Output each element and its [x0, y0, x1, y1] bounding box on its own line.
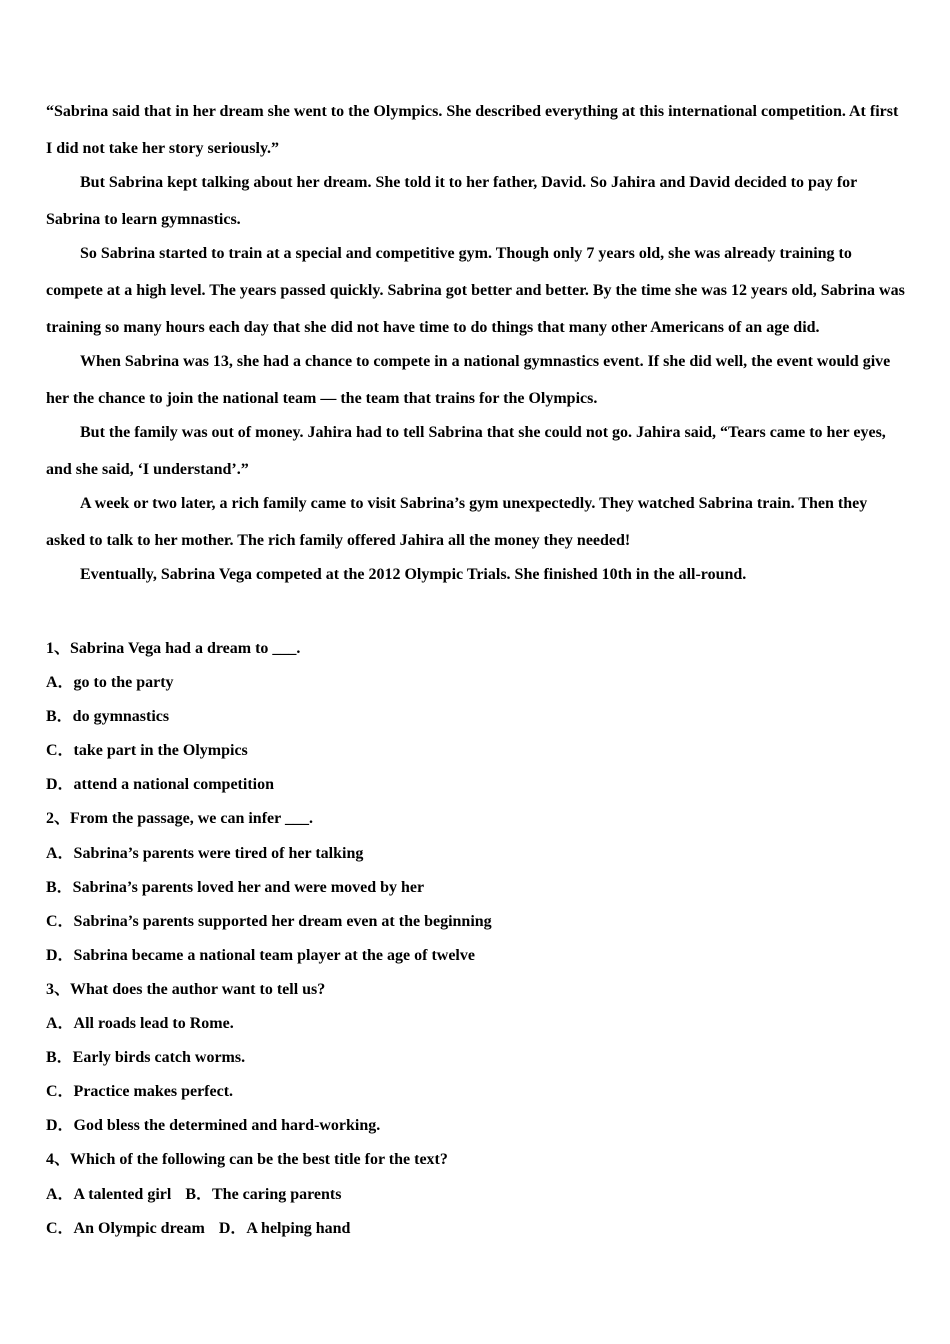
question-4-options-row-2: [46, 1212, 908, 1246]
reading-passage: [46, 93, 908, 593]
question-1-option-b: B．do gymnastics: [46, 708, 170, 726]
question-1-option-a: A．go to the party: [46, 674, 174, 692]
question-1-option-c: C．take part in the Olympics: [46, 742, 248, 760]
question-1-stem: 1、Sabrina Vega had a dream to ___.: [46, 640, 301, 657]
question-2-option-d: D．Sabrina became a national team player at the age of twelve: [46, 946, 475, 964]
passage-paragraph-5: But the family was out of money. Jahira had to tell Sabrina that she could not go. Jahira said, “Tears came to her eyes, and she said, ‘I understand’.”: [46, 424, 886, 478]
question-4-option-a: A．A talented girl: [46, 1185, 172, 1203]
question-list: [46, 632, 908, 1246]
question-4-option-d: D．A helping hand: [218, 1219, 351, 1237]
passage-paragraph-2: But Sabrina kept talking about her dream. She told it to her father, David. So Jahira and David decided to pay for Sabrina to learn gymnastics.: [46, 174, 857, 228]
question-1-option-d: D．attend a national competition: [46, 776, 275, 794]
passage-paragraph-6: A week or two later, a rich family came to visit Sabrina’s gym unexpectedly. They watched Sabrina train. Then they asked to talk to her mother. The rich family offered Jahira all the money they needed!: [46, 495, 868, 549]
question-4-options-row-1: [46, 1178, 908, 1212]
question-2-option-a: A．Sabrina’s parents were tired of her talking: [46, 844, 364, 862]
passage-paragraph-7: Eventually, Sabrina Vega competed at the 2012 Olympic Trials. She finished 10th in the all-round.: [80, 566, 747, 583]
passage-paragraph-3: So Sabrina started to train at a special and competitive gym. Though only 7 years old, she was already training to compete at a high level. The years passed quickly. Sabrina got better and better. By the time she was 12 years old, Sabrina was training so many hours each day that she did not have time to do things that many other Americans of an age did.: [46, 245, 905, 336]
question-4-option-c: C．An Olympic dream: [46, 1219, 205, 1237]
question-4-stem: 4、Which of the following can be the best title for the text?: [46, 1151, 448, 1169]
question-2-option-b: B．Sabrina’s parents loved her and were moved by her: [46, 878, 425, 896]
question-3-option-b: B．Early birds catch worms.: [46, 1049, 246, 1067]
question-3-option-a: A．All roads lead to Rome.: [46, 1015, 234, 1033]
question-3-stem: 3、What does the author want to tell us?: [46, 980, 326, 998]
passage-paragraph-1: “Sabrina said that in her dream she went to the Olympics. She described everything at this international competition. At first I did not take her story seriously.”: [46, 103, 899, 157]
question-2-stem: 2、From the passage, we can infer ___.: [46, 810, 313, 828]
question-3-option-c: C．Practice makes perfect.: [46, 1083, 234, 1101]
question-2-option-c: C．Sabrina’s parents supported her dream even at the beginning: [46, 912, 492, 930]
question-3-option-d: D．God bless the determined and hard-working.: [46, 1117, 381, 1135]
passage-paragraph-4: When Sabrina was 13, she had a chance to compete in a national gymnastics event. If she did well, the event would give her the chance to join the national team — the team that trains for the Olympics.: [46, 353, 891, 407]
question-4-option-b: B．The caring parents: [185, 1185, 342, 1203]
